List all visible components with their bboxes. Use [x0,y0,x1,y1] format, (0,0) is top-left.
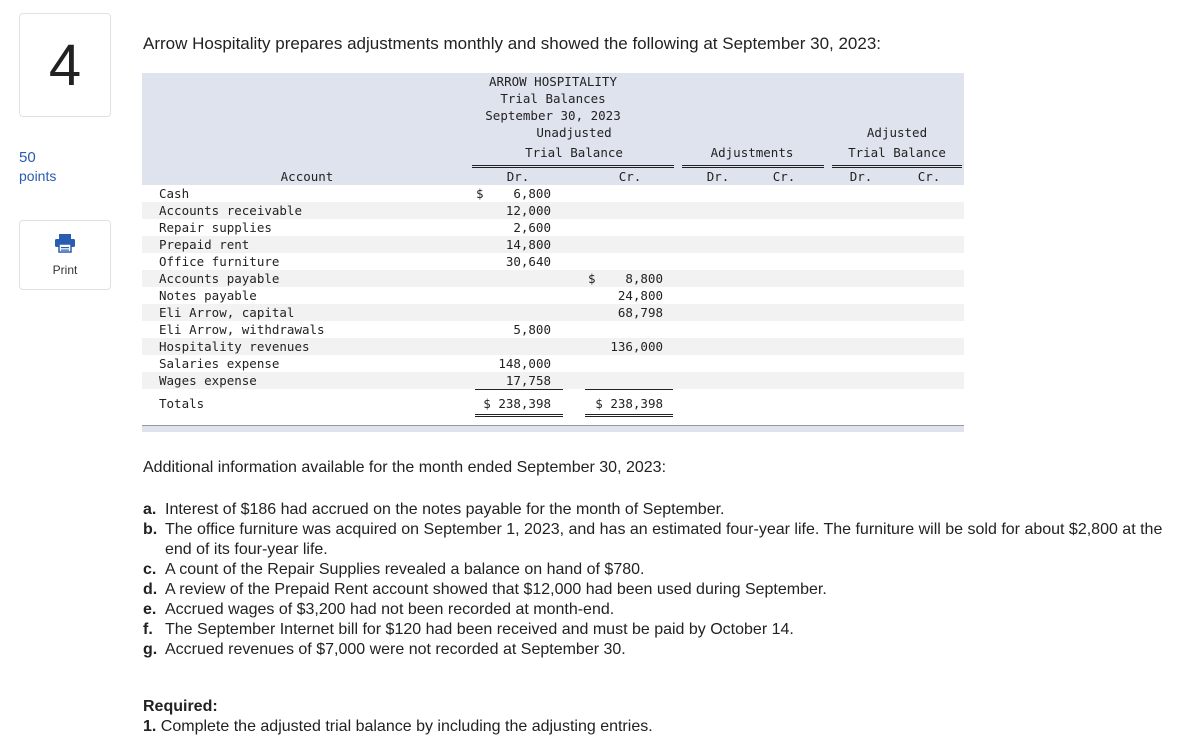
account-name: Accounts receivable [159,203,302,218]
intro-text: Arrow Hospitality prepares adjustments monthly and showed the following at September 30, 2023: [143,34,882,53]
unadjusted-dr-value: 5,800 [513,322,551,337]
account-name: Eli Arrow, withdrawals [159,322,325,337]
list-item [143,620,1173,640]
item-text: A review of the Prepaid Rent account showed that $12,000 had been used during September. [165,581,827,598]
account-column-header: Account [280,169,334,184]
unadjusted-cr-value: 136,000 [610,339,663,354]
account-name: Cash [159,186,190,201]
adjusted-header-line2: Trial Balance [848,145,946,160]
account-name: Salaries expense [159,356,280,371]
total-cr-value: $ 238,398 [595,396,663,411]
item-letter: b. [143,521,158,538]
required-section [143,697,653,737]
dr-dollar-sign: $ [476,186,484,201]
question-number: 4 [48,32,82,98]
list-item [143,500,1173,520]
unadjusted-cr-header: Cr. [618,169,642,184]
table-row [142,236,964,253]
printer-icon [54,233,76,258]
trial-balance-table [142,73,964,433]
totals-label: Totals [159,396,205,411]
points-value: 50 [19,149,36,166]
account-name: Prepaid rent [159,237,250,252]
unadjusted-cr-value: 24,800 [617,288,663,303]
account-name: Wages expense [159,373,257,388]
company-name: ARROW HOSPITALITY [489,74,617,89]
unadjusted-dr-value: 6,800 [513,186,551,201]
list-item [143,640,1173,660]
list-item [143,580,1173,600]
item-letter: d. [143,581,158,598]
cr-total-double-rule [585,414,673,417]
item-letter: f. [143,621,153,638]
table-row [142,185,964,202]
unadjusted-dr-value: 148,000 [498,356,551,371]
table-bottom-bar [142,425,964,432]
item-text: The office furniture was acquired on September 1, 2023, and has an estimated four-year life. The furniture will be sold for about $2,800 at the end of its four-year life. [165,521,1163,558]
adjusted-dr-header: Dr. [849,169,873,184]
unadjusted-cr-value: 8,800 [625,271,663,286]
statement-title: Trial Balances [500,91,606,106]
unadjusted-dr-value: 2,600 [513,220,551,235]
additional-info-heading: Additional information available for the month ended September 30, 2023: [143,459,667,476]
required-text: Complete the adjusted trial balance by including the adjusting entries. [160,718,653,735]
adjustments-cr-header: Cr. [772,169,796,184]
unadjusted-dr-value: 14,800 [505,237,551,252]
unadjusted-header-rule [472,165,674,168]
statement-date: September 30, 2023 [485,108,621,123]
total-dr-value: $ 238,398 [483,396,551,411]
account-name: Repair supplies [159,220,272,235]
adjusted-header-line1: Adjusted [866,125,928,140]
required-heading: Required: [143,698,218,715]
question-number-box [19,13,111,117]
item-letter: c. [143,561,157,578]
item-text: Interest of $186 had accrued on the notes payable for the month of September. [165,501,725,518]
additional-info-list [143,500,1173,660]
unadjusted-dr-header: Dr. [506,169,530,184]
adjustments-dr-header: Dr. [706,169,730,184]
print-button[interactable] [19,220,111,290]
item-text: A count of the Repair Supplies revealed a balance on hand of $780. [165,561,645,578]
account-name: Accounts payable [159,271,280,286]
dr-total-rule [475,389,563,390]
points-label: points [19,168,57,184]
cr-total-rule [585,389,673,390]
item-text: The September Internet bill for $120 had been received and must be paid by October 14. [165,621,794,638]
adjusted-cr-header: Cr. [917,169,941,184]
points-info [19,148,56,186]
account-name: Eli Arrow, capital [159,305,295,320]
list-item [143,600,1173,620]
item-letter: e. [143,601,157,618]
account-name: Notes payable [159,288,257,303]
item-letter: a. [143,501,157,518]
unadjusted-dr-value: 17,758 [505,373,551,388]
list-item [143,520,1173,560]
dr-total-double-rule [475,414,563,417]
account-name: Office furniture [159,254,280,269]
item-text: Accrued revenues of $7,000 were not recorded at September 30. [165,641,626,658]
unadjusted-header-line1: Unadjusted [536,125,612,140]
unadjusted-cr-value: 68,798 [617,305,663,320]
account-name: Hospitality revenues [159,339,310,354]
required-number: 1. [143,718,157,735]
unadjusted-dr-value: 30,640 [505,254,551,269]
item-letter: g. [143,641,158,658]
adjustments-header-rule [682,165,824,168]
adjustments-header: Adjustments [710,145,794,160]
item-text: Accrued wages of $3,200 had not been recorded at month-end. [165,601,615,618]
unadjusted-dr-value: 12,000 [505,203,551,218]
table-row [142,287,964,304]
cr-dollar-sign: $ [588,271,596,286]
print-label: Print [52,263,78,277]
list-item [143,560,1173,580]
table-row [142,372,964,389]
unadjusted-header-line2: Trial Balance [525,145,623,160]
